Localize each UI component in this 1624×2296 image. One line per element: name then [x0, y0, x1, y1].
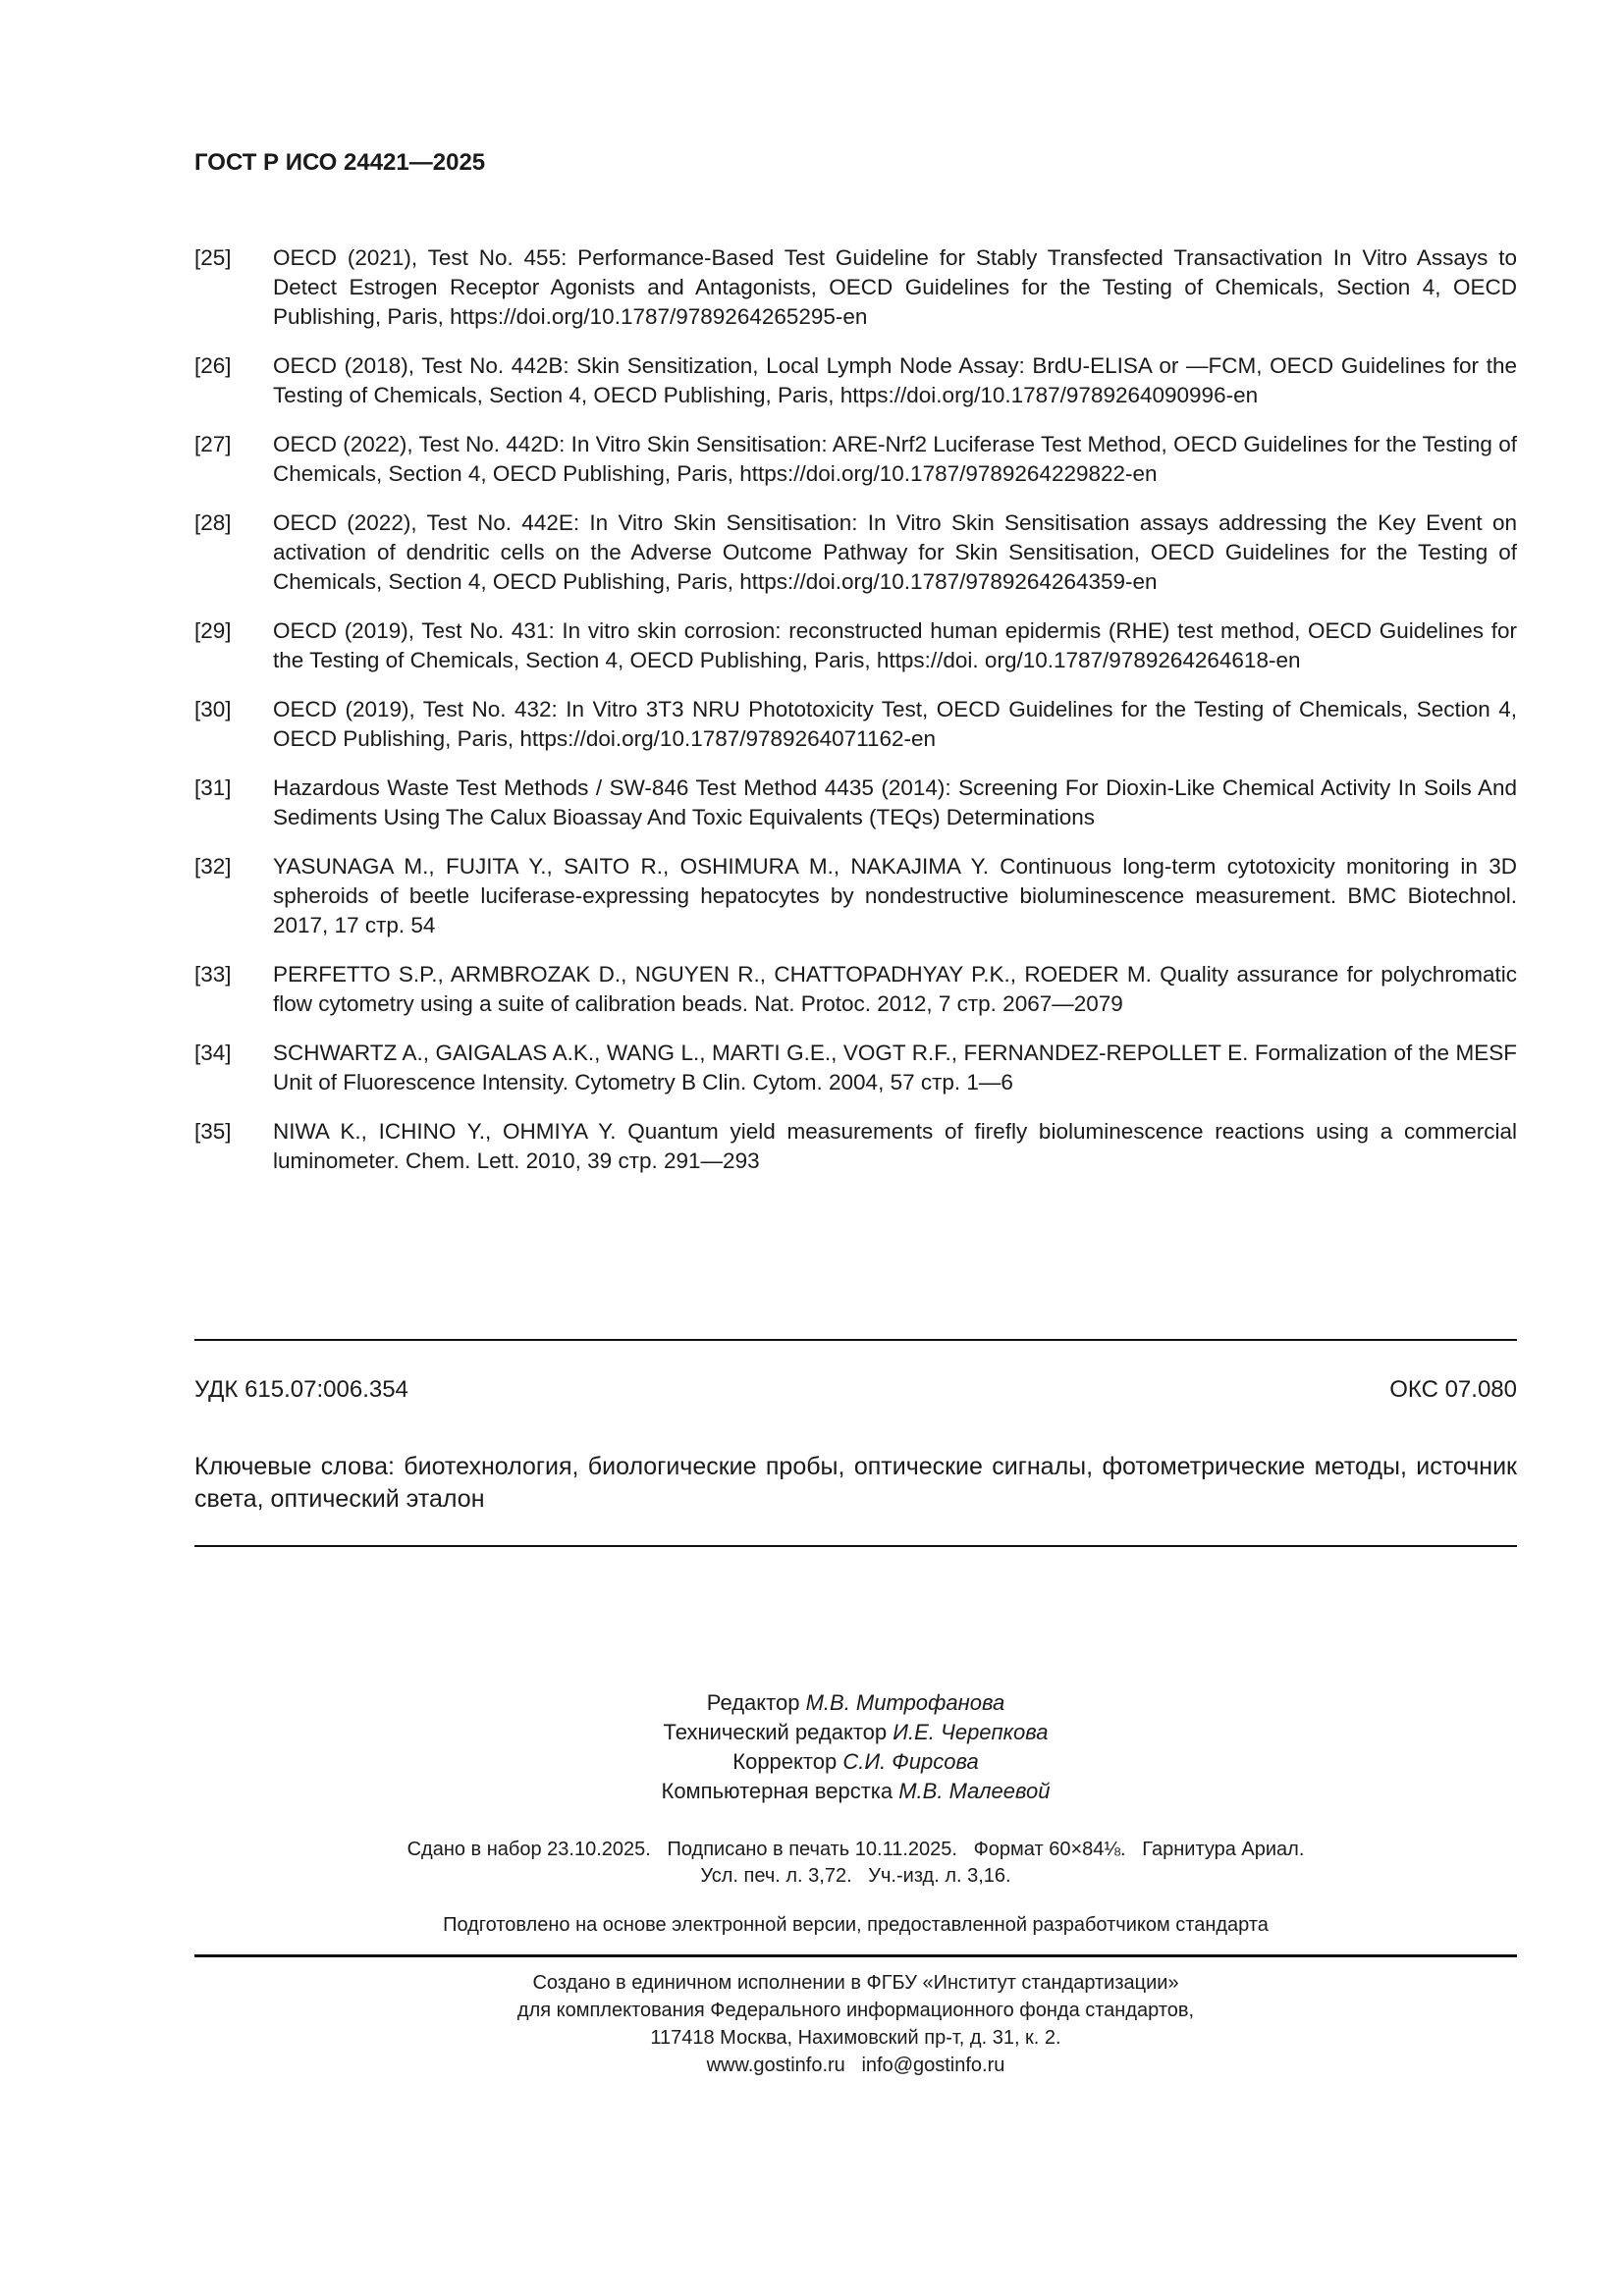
- reference-text: OECD (2019), Test No. 431: In vitro skin corrosion: reconstructed human epidermis (RHE) test method, OECD Guidelines for the Testing of Chemicals, Section 4, OECD Publishing, Paris, https://doi. org/10.1787/9789264264618-en: [273, 618, 1517, 672]
- editor-role: Корректор: [732, 1749, 838, 1774]
- reference-text: OECD (2021), Test No. 455: Performance-Based Test Guideline for Stably Transfected Transactivation In Vitro Assays to Detect Estrogen Receptor Agonists and Antagonists, OECD Guidelines for the Testing of Chemicals, Section 4, OECD Publishing, Paris, https://doi.org/10.1787/9789264265295-en: [273, 245, 1517, 329]
- editor-name: С.И. Фирсова: [842, 1749, 979, 1774]
- reference-item: [194, 1117, 1517, 1176]
- reference-text: SCHWARTZ A., GAIGALAS A.K., WANG L., MARTI G.E., VOGT R.F., FERNANDEZ-REPOLLET E. Formalization of the MESF Unit of Fluorescence Intensity. Cytometry B Clin. Cytom. 2004, 57 стр. 1—6: [273, 1041, 1517, 1095]
- prepared-note: Подготовлено на основе электронной версии, предоставленной разработчиком стандарта: [443, 1914, 1269, 1936]
- reference-number: [33]: [194, 962, 232, 987]
- editor-role: Редактор: [706, 1690, 800, 1715]
- publisher-line: Создано в единичном исполнении в ФГБУ «Институт стандартизации»: [532, 1972, 1179, 1994]
- reference-number: [30]: [194, 697, 232, 721]
- publisher-block: [194, 1969, 1517, 2079]
- divider: [194, 1954, 1517, 1957]
- reference-number: [32]: [194, 854, 232, 879]
- reference-number: [28]: [194, 510, 232, 535]
- editor-role: Компьютерная верстка: [661, 1779, 893, 1803]
- reference-number: [25]: [194, 245, 232, 270]
- reference-text: PERFETTO S.P., ARMBROZAK D., NGUYEN R., CHATTOPADHYAY P.K., ROEDER M. Quality assurance for polychromatic flow cytometry using a suite of calibration beads. Nat. Protoc. 2012, 7 стр. 2067—2079: [273, 962, 1517, 1016]
- reference-item: [194, 616, 1517, 675]
- reference-text: Hazardous Waste Test Methods / SW-846 Test Method 4435 (2014): Screening For Dioxin-Like Chemical Activity In Soils And Sediments Using The Calux Bioassay And Toxic Equivalents (TEQs) Determinations: [273, 775, 1517, 829]
- keywords: Ключевые слова: биотехнология, биологические пробы, оптические сигналы, фотометрические методы, источник света, оптический эталон: [194, 1453, 1517, 1513]
- reference-item: [194, 430, 1517, 489]
- oks-code: ОКС 07.080: [1389, 1376, 1517, 1403]
- reference-item: [194, 351, 1517, 410]
- editor-name: М.В. Малеевой: [898, 1779, 1051, 1803]
- publisher-line: 117418 Москва, Нахимовский пр-т, д. 31, к. 2.: [650, 2027, 1061, 2049]
- reference-item: [194, 1039, 1517, 1097]
- reference-item: [194, 852, 1517, 940]
- reference-text: YASUNAGA M., FUJITA Y., SAITO R., OSHIMURA M., NAKAJIMA Y. Continuous long-term cytotoxicity monitoring in 3D spheroids of beetle luciferase-expressing hepatocytes by nondestructive bioluminescence measurement. BMC Biotechnol. 2017, 17 стр. 54: [273, 854, 1517, 937]
- reference-number: [34]: [194, 1041, 232, 1065]
- editor-line: [194, 1688, 1517, 1718]
- reference-item: [194, 695, 1517, 754]
- divider: [194, 1545, 1517, 1547]
- reference-number: [35]: [194, 1119, 232, 1144]
- print-info: [194, 1837, 1517, 1890]
- editor-role: Технический редактор: [663, 1720, 888, 1744]
- reference-number: [26]: [194, 353, 232, 378]
- reference-text: OECD (2022), Test No. 442E: In Vitro Skin Sensitisation: In Vitro Skin Sensitisation assays addressing the Key Event on activation of dendritic cells on the Adverse Outcome Pathway for Skin Sensitisation, OECD Guidelines for the Testing of Chemicals, Section 4, OECD Publishing, Paris, https://doi.org/10.1787/9789264264359-en: [273, 510, 1517, 594]
- reference-text: OECD (2018), Test No. 442B: Skin Sensitization, Local Lymph Node Assay: BrdU-ELISA or —FCM, OECD Guidelines for the Testing of Chemicals, Section 4, OECD Publishing, Paris, https://doi.org/10.1787/9789264090996-en: [273, 353, 1517, 407]
- reference-number: [29]: [194, 618, 232, 643]
- editor-line: [194, 1747, 1517, 1777]
- reference-item: [194, 960, 1517, 1019]
- publisher-contacts: www.gostinfo.ru info@gostinfo.ru: [706, 2055, 1005, 2076]
- editor-name: М.В. Митрофанова: [805, 1690, 1005, 1715]
- reference-item: [194, 508, 1517, 597]
- editor-name: И.Е. Черепкова: [893, 1720, 1049, 1744]
- editors-block: [194, 1688, 1517, 1806]
- editor-line: [194, 1718, 1517, 1747]
- editor-line: [194, 1777, 1517, 1806]
- reference-number: [31]: [194, 775, 232, 800]
- reference-list: [194, 243, 1517, 1196]
- reference-item: [194, 243, 1517, 332]
- reference-item: [194, 774, 1517, 832]
- reference-text: OECD (2022), Test No. 442D: In Vitro Skin Sensitisation: ARE-Nrf2 Luciferase Test Method, OECD Guidelines for the Testing of Chemicals, Section 4, OECD Publishing, Paris, https://doi.org/10.1787/9789264229822-en: [273, 432, 1517, 486]
- reference-text: OECD (2019), Test No. 432: In Vitro 3T3 NRU Phototoxicity Test, OECD Guidelines for the Testing of Chemicals, Section 4, OECD Publishing, Paris, https://doi.org/10.1787/9789264071162-en: [273, 697, 1517, 751]
- document-header: ГОСТ Р ИСО 24421—2025: [194, 149, 486, 176]
- print-info-line: Усл. печ. л. 3,72. Уч.-изд. л. 3,16.: [700, 1865, 1011, 1887]
- divider: [194, 1339, 1517, 1341]
- classification-row: [194, 1376, 1517, 1404]
- udk-code: УДК 615.07:006.354: [194, 1376, 408, 1403]
- reference-number: [27]: [194, 432, 232, 456]
- print-info-line: Сдано в набор 23.10.2025. Подписано в печать 10.11.2025. Формат 60×84⅛. Гарнитура Ариал.: [406, 1839, 1305, 1860]
- publisher-line: для комплектования Федерального информационного фонда стандартов,: [516, 2000, 1195, 2021]
- reference-text: NIWA K., ICHINO Y., OHMIYA Y. Quantum yield measurements of firefly bioluminescence reactions using a commercial luminometer. Chem. Lett. 2010, 39 стр. 291—293: [273, 1119, 1517, 1173]
